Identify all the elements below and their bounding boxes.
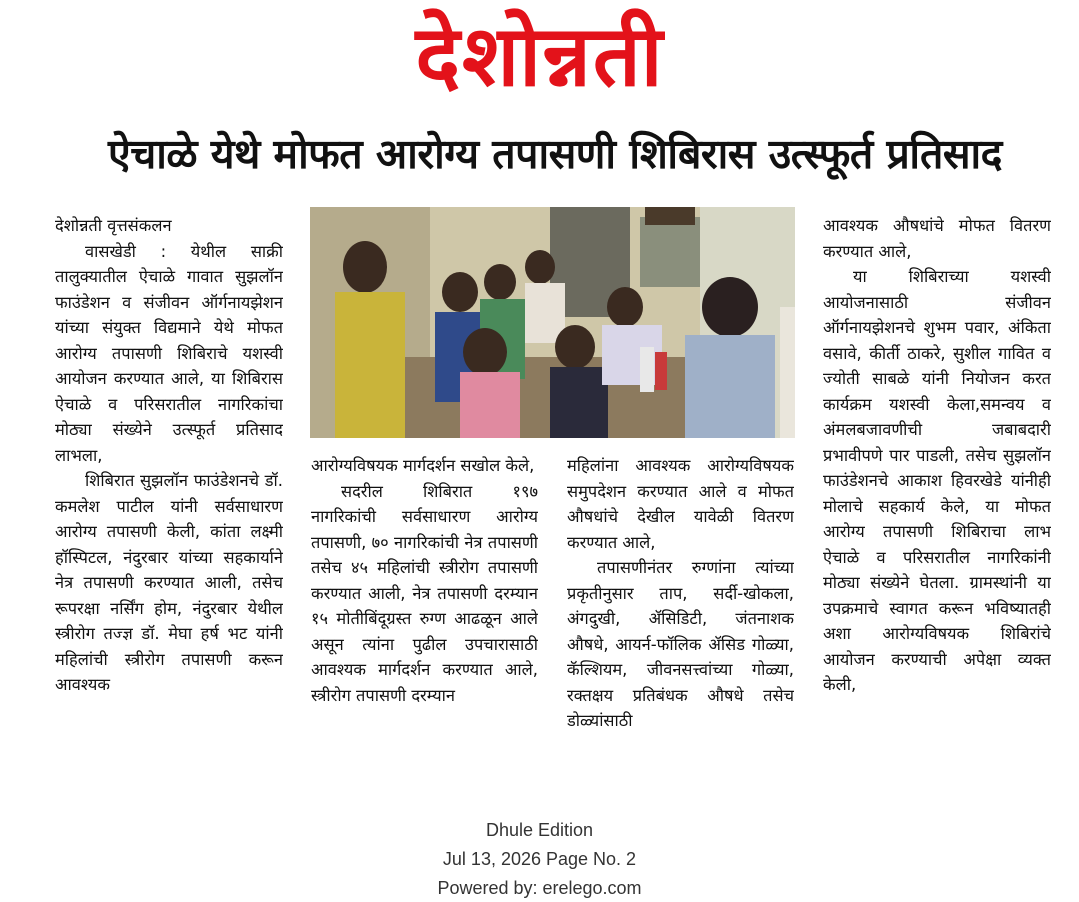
paragraph: आवश्यक औषधांचे मोफत वितरण करण्यात आले, — [823, 216, 1051, 261]
byline: देशोन्नती वृत्तसंकलन — [55, 216, 172, 235]
article-column-1 — [55, 213, 283, 798]
edition-label: Dhule Edition — [485, 820, 594, 840]
article-photo — [310, 207, 795, 438]
paragraph: शिबिरात सुझलॉन फाउंडेशनचे डॉ. कमलेश पाटील यांनी सर्वसाधारण आरोग्य तपासणी केली, कांता लक्ष्मी हॉस्पिटल, नंदुरबार यांच्या सहकार्याने नेत्र तपासणी करण्यात आली, तसेच रूपरक्षा नर्सिंग होम, नंदुरबार येथील स्त्रीरोग तज्ज्ञ डॉ. मेघा हर्ष भट यांनी महिलांची स्त्रीरोग तपासणी करून आवश्यक — [55, 471, 283, 694]
paragraph: तपासणीनंतर रुग्णांना त्यांच्या प्रकृतीनुसार ताप, सर्दी-खोकला, अंगदुखी, ॲसिडिटी, जंतनाशक औषधे, आयर्न-फॉलिक ॲसिड गोळ्या, कॅल्शियम, जीवनसत्त्वांच्या गोळ्या, रक्तक्षय प्रतिबंधक औषधे तसेच डोळ्यांसाठी — [567, 558, 794, 730]
masthead-logo: देशोन्नती — [415, 7, 665, 105]
paragraph: वासखेडी : येथील साक्री तालुक्यातील ऐचाळे गावात सुझलॉन फाउंडेशन व संजीवन ऑर्गनायझेशन यांच्या संयुक्त विद्यमाने येथे मोफत आरोग्य तपासणी शिबिराचे यशस्वी आयोजन करण्यात आले, या शिबिरास ऐचाळे व परिसरातील नागरिकांचा मोठ्या संख्येने उत्स्फूर्त प्रतिसाद लाभला, — [55, 241, 283, 465]
paragraph: महिलांना आवश्यक आरोग्यविषयक समुपदेशन करण्यात आले व मोफत औषधांचे देखील यावेळी वितरण करण्यात आले, — [567, 456, 794, 552]
paragraph: सदरील शिबिरात १९७ नागरिकांची सर्वसाधारण आरोग्य तपासणी, ७० नागरिकांची नेत्र तपासणी तसेच ४५ महिलांची स्त्रीरोग तपासणी करण्यात आली, नेत्र तपासणी दरम्यान १५ मोतीबिंदूग्रस्त रुग्ण आढळून आले असून त्यांना पुढील उपचारासाठी आवश्यक मार्गदर्शन करण्यात आले, स्त्रीरोग तपासणी दरम्यान — [311, 481, 538, 705]
powered-by-label: Powered by: erelego.com — [437, 878, 642, 898]
article-column-2 — [311, 453, 538, 798]
paragraph: या शिबिराच्या यशस्वी आयोजनासाठी संजीवन ऑर्गनायझेशनचे शुभम पवार, अंकिता वसावे, कीर्ती ठाकरे, सुशील गावित व ज्योती साबळे यांनी नियोजन करत कार्यक्रम यशस्वी केला,समन्वय व अंमलबजावणीची जबाबदारी प्रभावीपणे पार पाडली, तसेच सुझलॉन फाउंडेशनचे आकाश हिवरखेडे यांनीही मोलाचे सहकार्य केले, या मोफत आरोग्य तपासणी शिबिराचा लाभ ऐचाळे व परिसरातील नागरिकांनी मोठ्या संख्येने घेतला. ग्रामस्थांनी या उपक्रमाचे स्वागत करून भविष्यातही अशा आरोग्यविषयक शिबिरांचे आयोजन करण्याची अपेक्षा व्यक्त केली, — [823, 267, 1051, 694]
date-page-label: Jul 13, 2026 Page No. 2 — [442, 849, 637, 869]
paragraph: आरोग्यविषयक मार्गदर्शन सखोल केले, — [311, 456, 535, 475]
article-column-3 — [567, 453, 794, 798]
headline: ऐचाळे येथे मोफत आरोग्य तपासणी शिबिरास उत्स्फूर्त प्रतिसाद — [108, 130, 1002, 178]
article-column-4 — [823, 213, 1051, 798]
